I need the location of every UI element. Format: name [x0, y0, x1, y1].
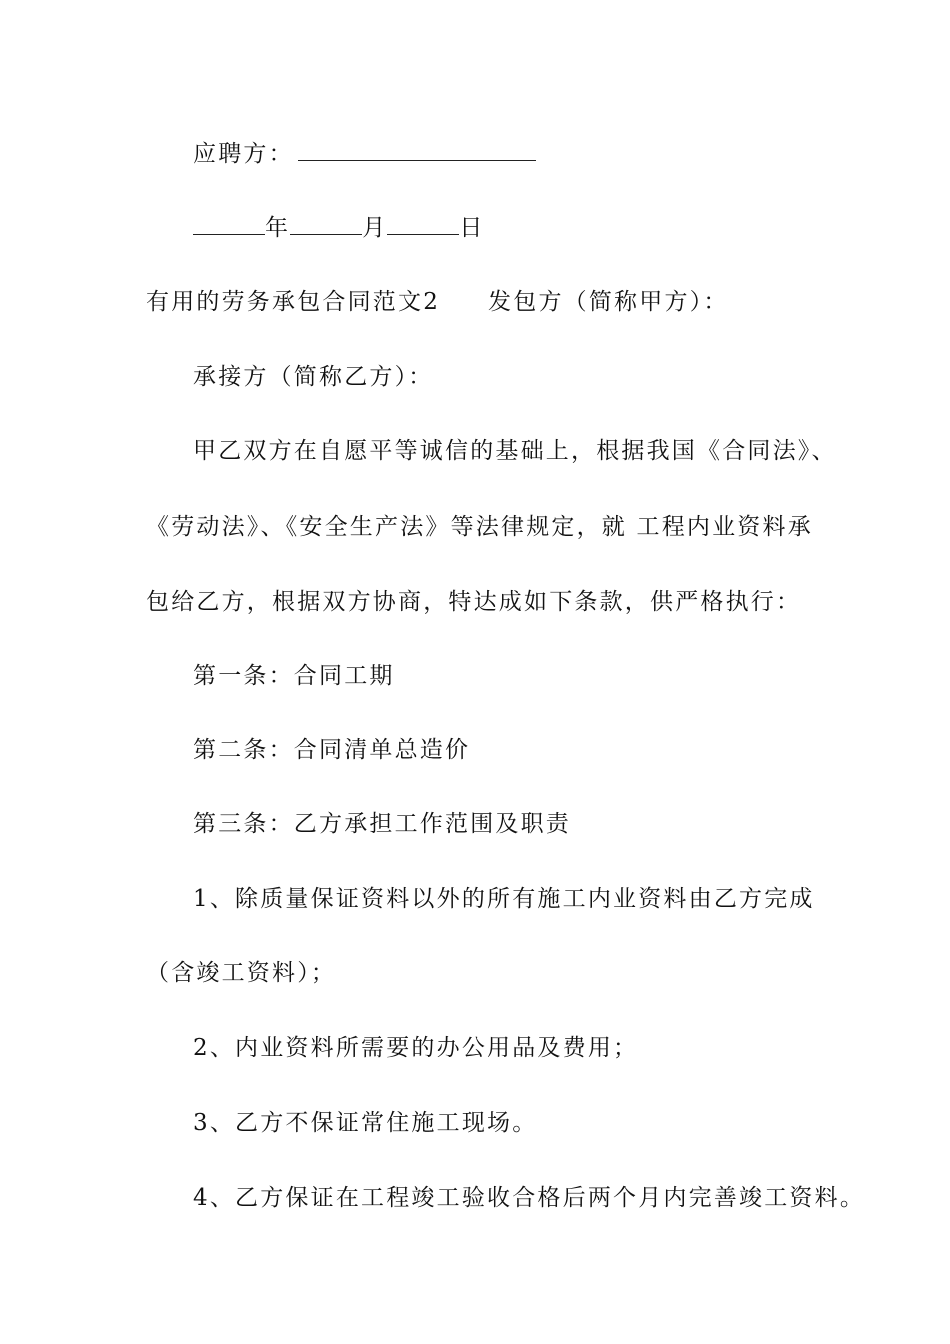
day-label: 日 [459, 215, 485, 241]
date-line [193, 212, 485, 243]
year-label: 年 [265, 215, 291, 241]
article-2: 第二条：合同清单总造价 [193, 737, 471, 763]
item-4: 4、乙方保证在工程竣工验收合格后两个月内完善竣工资料。 [193, 1185, 866, 1211]
year-blank [193, 212, 265, 235]
item-1-line-2: （含竣工资料）； [146, 960, 337, 986]
intro-line-3: 包给乙方，根据双方协商，特达成如下条款，供严格执行： [146, 589, 802, 615]
item-1-line-1: 1、除质量保证资料以外的所有施工内业资料由乙方完成 [193, 886, 815, 912]
month-blank [290, 212, 362, 235]
article-3: 第三条：乙方承担工作范围及职责 [193, 811, 571, 837]
heading-line [146, 287, 729, 317]
item-2: 2、内业资料所需要的办公用品及费用； [193, 1035, 639, 1061]
item-3: 3、乙方不保证常住施工现场。 [193, 1110, 538, 1136]
party-a-label: 发包方（简称甲方）： [488, 289, 729, 315]
party-b-label: 承接方（简称乙方）： [193, 364, 434, 390]
article-1: 第一条：合同工期 [193, 663, 395, 689]
applicant-label: 应聘方： [193, 141, 294, 167]
intro-line-2: 《劳动法》、《安全生产法》等法律规定，就 工程内业资料承 [146, 514, 813, 540]
intro-line-1: 甲乙双方在自愿平等诚信的基础上，根据我国《合同法》、 [193, 438, 837, 464]
month-label: 月 [362, 215, 388, 241]
document-title: 有用的劳务承包合同范文2 [146, 289, 441, 315]
applicant-blank [298, 138, 536, 161]
applicant-signature-line [193, 138, 536, 169]
day-blank [387, 212, 459, 235]
